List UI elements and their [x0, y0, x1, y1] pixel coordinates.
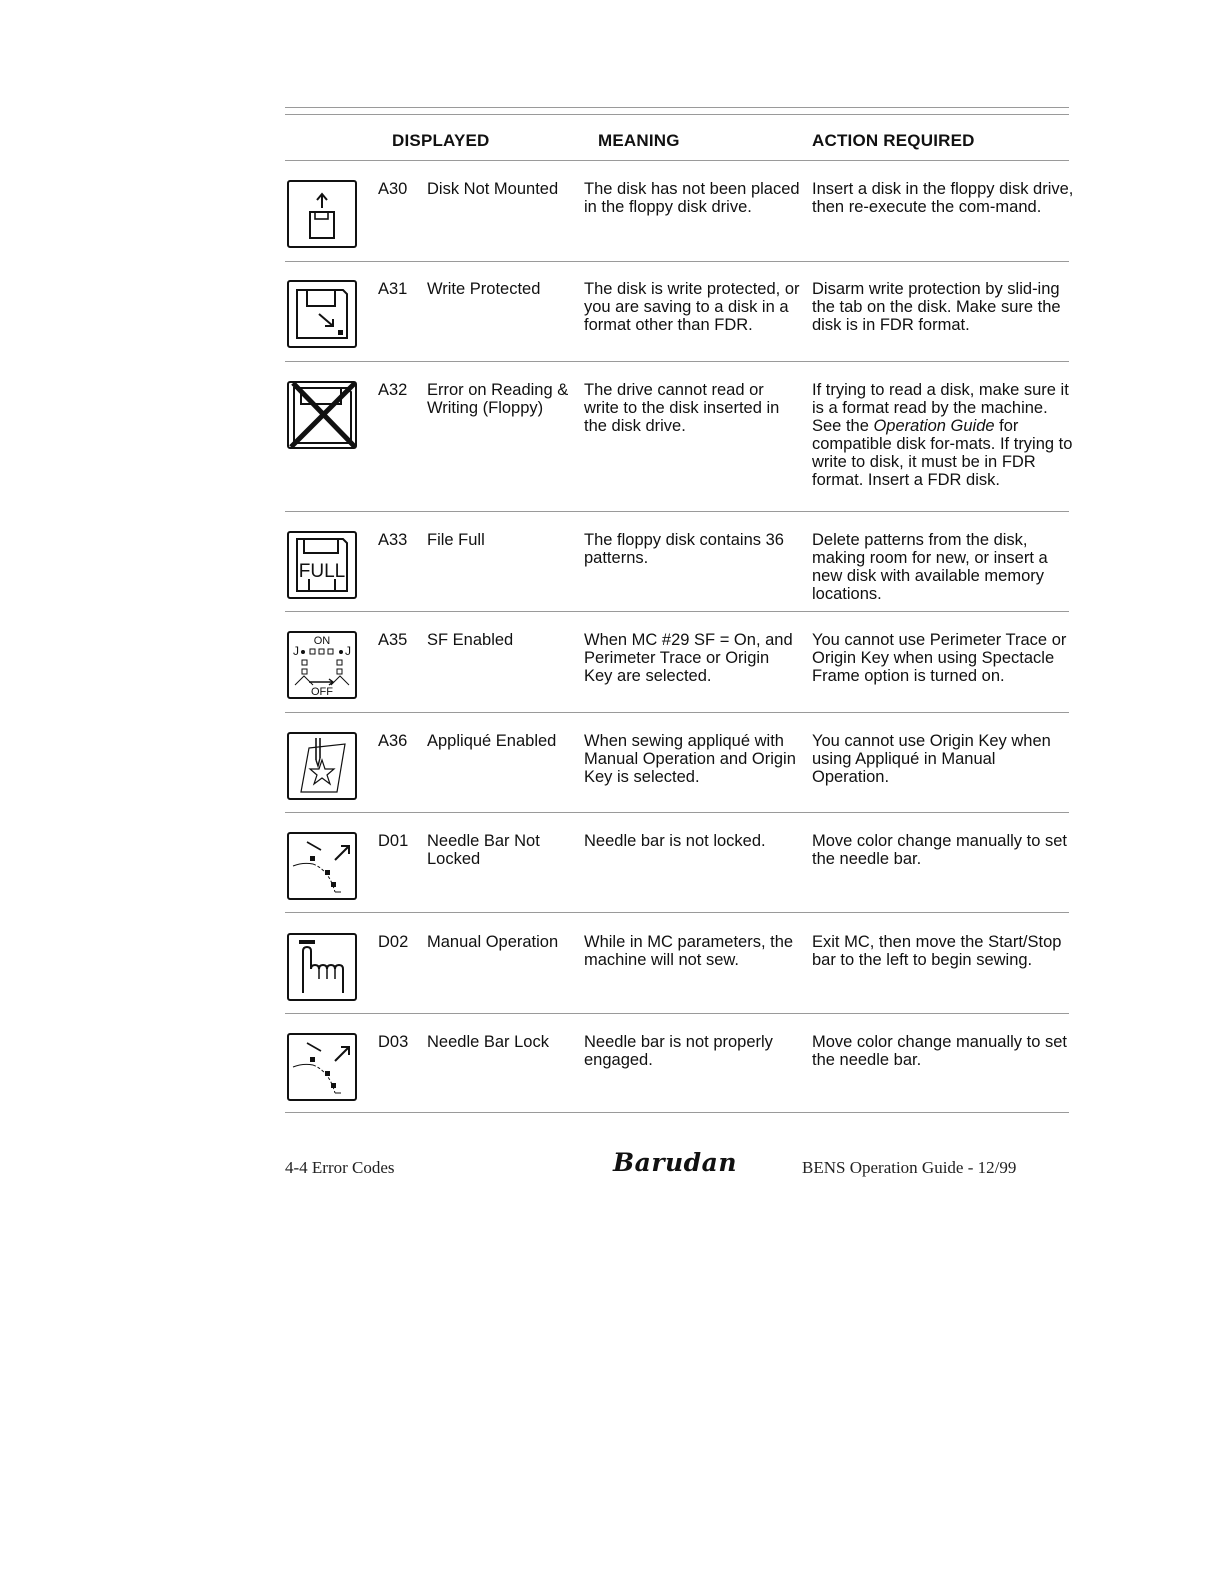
action-text: for compatible disk for-mats. If trying to write to disk, it must be in FDR format. Insert a FDR disk.: [812, 417, 1073, 489]
error-row-a32: [285, 362, 1073, 489]
bottom-rule: [285, 1112, 1069, 1113]
error-code: A30: [378, 180, 408, 198]
error-meaning: While in MC parameters, the machine will not sew.: [584, 933, 794, 969]
error-meaning: The disk has not been placed in the floppy disk drive.: [584, 180, 800, 216]
file-full-icon: [287, 531, 357, 599]
error-code: D03: [378, 1033, 409, 1051]
error-name: SF Enabled: [427, 631, 514, 649]
icon-on-label: ON: [313, 635, 331, 647]
floppy-error-icon: [287, 381, 357, 449]
top-rule-1: [285, 107, 1069, 108]
error-name: Needle Bar Lock: [427, 1033, 549, 1051]
manual-operation-hand-icon: [287, 933, 357, 1001]
error-action: Move color change manually to set the needle bar.: [812, 832, 1067, 868]
error-meaning: Needle bar is not locked.: [584, 832, 766, 850]
error-action: Delete patterns from the disk, making room for new, or insert a new disk with available memory locations.: [812, 531, 1048, 603]
error-row-d03: [285, 1014, 1069, 1114]
error-code: D01: [378, 832, 409, 850]
header-displayed: DISPLAYED: [392, 131, 490, 150]
footer-guide-label: BENS Operation Guide - 12/99: [802, 1158, 1017, 1177]
top-rule-2: [285, 114, 1069, 115]
icon-j-left: J: [293, 644, 299, 658]
error-name: Manual Operation: [427, 933, 559, 951]
error-code: A32: [378, 381, 408, 399]
header-meaning: MEANING: [598, 131, 680, 150]
error-row-a31: [285, 261, 1069, 361]
error-row-d01: [285, 813, 1069, 913]
error-name: Appliqué Enabled: [427, 732, 557, 750]
file-full-icon-text: FULL: [298, 561, 346, 582]
error-row-a35: [285, 612, 1069, 712]
error-meaning: When MC #29 SF = On, and Perimeter Trace or Origin Key are selected.: [584, 631, 793, 685]
icon-j-right: J: [345, 644, 351, 658]
error-meaning: When sewing appliqué with Manual Operation and Origin Key is selected.: [584, 732, 796, 786]
spectacle-frame-icon: [287, 631, 357, 699]
error-row-a33: [285, 512, 1069, 612]
error-code: A31: [378, 280, 408, 298]
error-meaning: The disk is write protected, or you are saving to a disk in a format other than FDR.: [584, 280, 800, 334]
error-name: File Full: [427, 531, 485, 549]
error-code: A36: [378, 732, 408, 750]
error-action: Disarm write protection by slid-ing the tab on the disk. Make sure the disk is in FDR format.: [812, 280, 1061, 334]
action-emphasis: Operation Guide: [873, 417, 995, 435]
error-name: Disk Not Mounted: [427, 180, 559, 198]
error-code: A35: [378, 631, 408, 649]
error-meaning: The drive cannot read or write to the disk inserted in the disk drive.: [584, 381, 780, 435]
write-protected-icon: [287, 280, 357, 348]
disk-not-mounted-icon: [287, 180, 357, 248]
needle-bar-icon: [287, 1033, 357, 1101]
error-action: [812, 381, 1074, 489]
error-code: A33: [378, 531, 408, 549]
error-code: D02: [378, 933, 409, 951]
error-row-d02: [285, 914, 1069, 1014]
error-action: Insert a disk in the floppy disk drive, then re-execute the com-mand.: [812, 180, 1074, 216]
footer-page-label: 4-4 Error Codes: [285, 1158, 395, 1177]
action-text: If trying to read a disk, make sure it is a format read by the machine. See the: [812, 381, 1069, 435]
error-name: Error on Reading & Writing (Floppy): [427, 381, 569, 417]
barudan-logo: Barudan: [613, 1148, 738, 1177]
error-action: You cannot use Origin Key when using Appliqué in Manual Operation.: [812, 732, 1051, 786]
error-action: Move color change manually to set the needle bar.: [812, 1033, 1067, 1069]
error-action: You cannot use Perimeter Trace or Origin Key when using Spectacle Frame option is turned on.: [812, 631, 1067, 685]
error-name: Write Protected: [427, 280, 541, 298]
error-name: Needle Bar Not Locked: [427, 832, 540, 868]
error-meaning: Needle bar is not properly engaged.: [584, 1033, 773, 1069]
header-action: ACTION REQUIRED: [812, 131, 975, 150]
error-row-a30: [285, 161, 1074, 261]
error-row-a36: [285, 713, 1069, 813]
icon-off-label: OFF: [311, 686, 333, 697]
error-action: Exit MC, then move the Start/Stop bar to the left to begin sewing.: [812, 933, 1062, 969]
error-meaning: The floppy disk contains 36 patterns.: [584, 531, 784, 567]
applique-icon: [287, 732, 357, 800]
row-rule: [285, 912, 1069, 913]
needle-bar-icon: [287, 832, 357, 900]
